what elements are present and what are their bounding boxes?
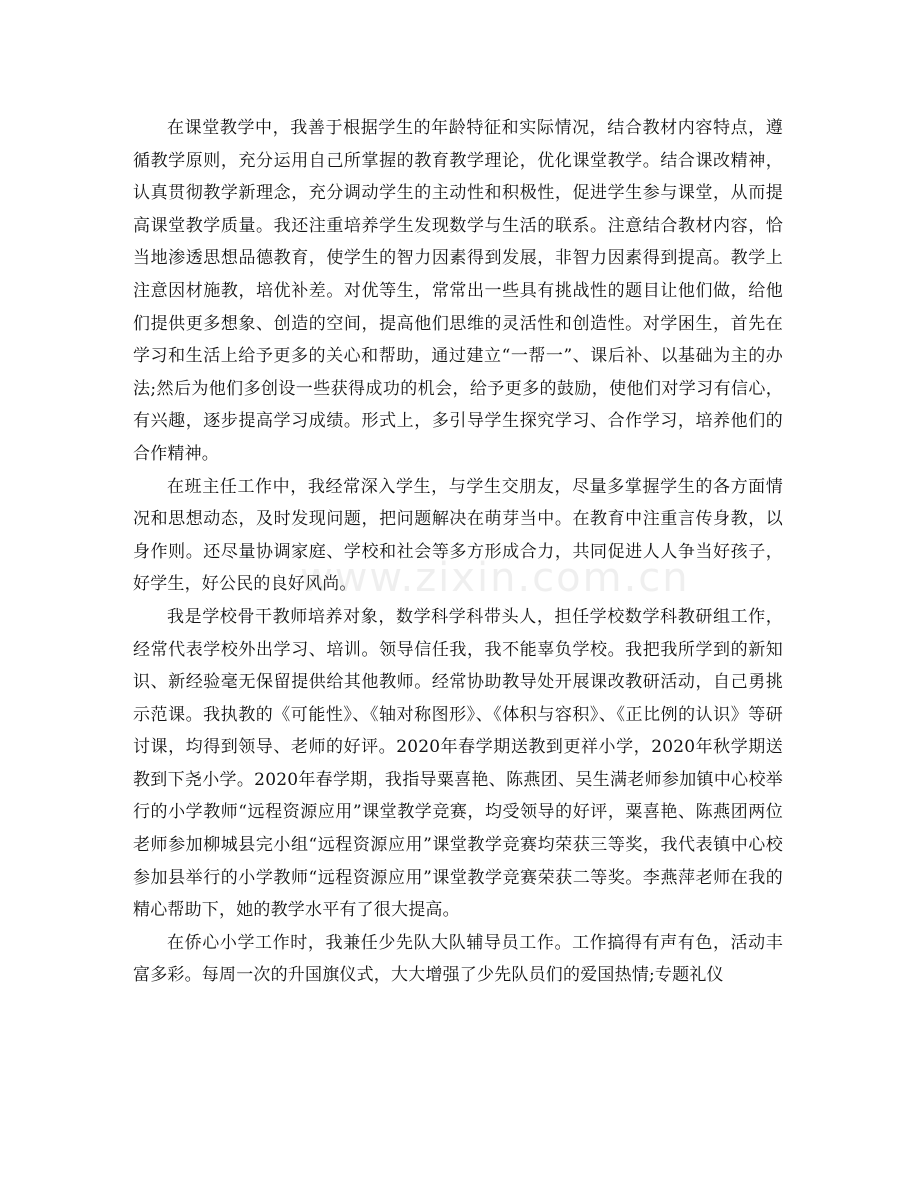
watermark: www.zixin.com.cn — [300, 555, 690, 601]
paragraph-classroom-teaching: 在课堂教学中，我善于根据学生的年龄特征和实际情况，结合教材内容特点，遵循教学原则，充分运用自己所掌握的教育教学理论，优化课堂教学。结合课改精神，认真贯彻教学新理念，充分调动学生的主动性和积极性，促进学生参与课堂，从而提高课堂教学质量。我还注重培养学生发现数学与生活的联系。注意结合教材内容，恰当地渗透思想品德教育，使学生的智力因素得到发展，非智力因素得到提高。教学上注意因材施教，培优补差。对优等生，常常出一些具有挑战性的题目让他们做，给他们提供更多想象、创造的空间，提高他们思维的灵活性和创造性。对学困生，首先在学习和生活上给予更多的关心和帮助，通过建立“一帮一”、课后补、以基础为主的办法;然后为他们多创设一些获得成功的机会，给予更多的鼓励，使他们对学习有信心，有兴趣，逐步提高学习成绩。形式上，多引导学生探究学习、合作学习，培养他们的合作精神。 — [133, 118, 783, 464]
paragraph-class-teacher-work: 在班主任工作中，我经常深入学生，与学生交朋友，尽量多掌握学生的各方面情况和思想动态，及时发现问题，把问题解决在萌芽当中。在教育中注重言传身教，以身作则。还尽量协调家庭、学校和社会等多方形成合力，共同促进人人争当好孩子，好学生，好公民的良好风尚。 — [133, 476, 783, 595]
document-body — [133, 112, 783, 992]
paragraph-young-pioneers: 在侨心小学工作时，我兼任少先队大队辅导员工作。工作搞得有声有色，活动丰富多彩。每周一次的升国旗仪式，大大增强了少先队员们的爱国热情;专题礼仪 — [133, 932, 783, 986]
paragraph-backbone-teacher: 我是学校骨干教师培养对象，数学科学科带头人，担任学校数学科教研组工作，经常代表学校外出学习、培训。领导信任我，我不能辜负学校。我把我所学到的新知识、新经验毫无保留提供给其他教师。经常协助教导处开展课改教研活动，自己勇挑示范课。我执教的《可能性》、《轴对称图形》、《体积与容积》、《正比例的认识》等研讨课，均得到领导、老师的好评。2020年春学期送教到更祥小学，2020年秋学期送教到下尧小学。2020年春学期，我指导粟喜艳、陈燕团、吴生满老师参加镇中心校举行的小学教师“远程资源应用”课堂教学竞赛，均受领导的好评，粟喜艳、陈燕团两位老师参加柳城县完小组“远程资源应用”课堂教学竞赛均荣获三等奖，我代表镇中心校参加县举行的小学教师“远程资源应用”课堂教学竞赛荣获二等奖。李燕萍老师在我的精心帮助下，她的教学水平有了很大提高。 — [133, 606, 783, 921]
